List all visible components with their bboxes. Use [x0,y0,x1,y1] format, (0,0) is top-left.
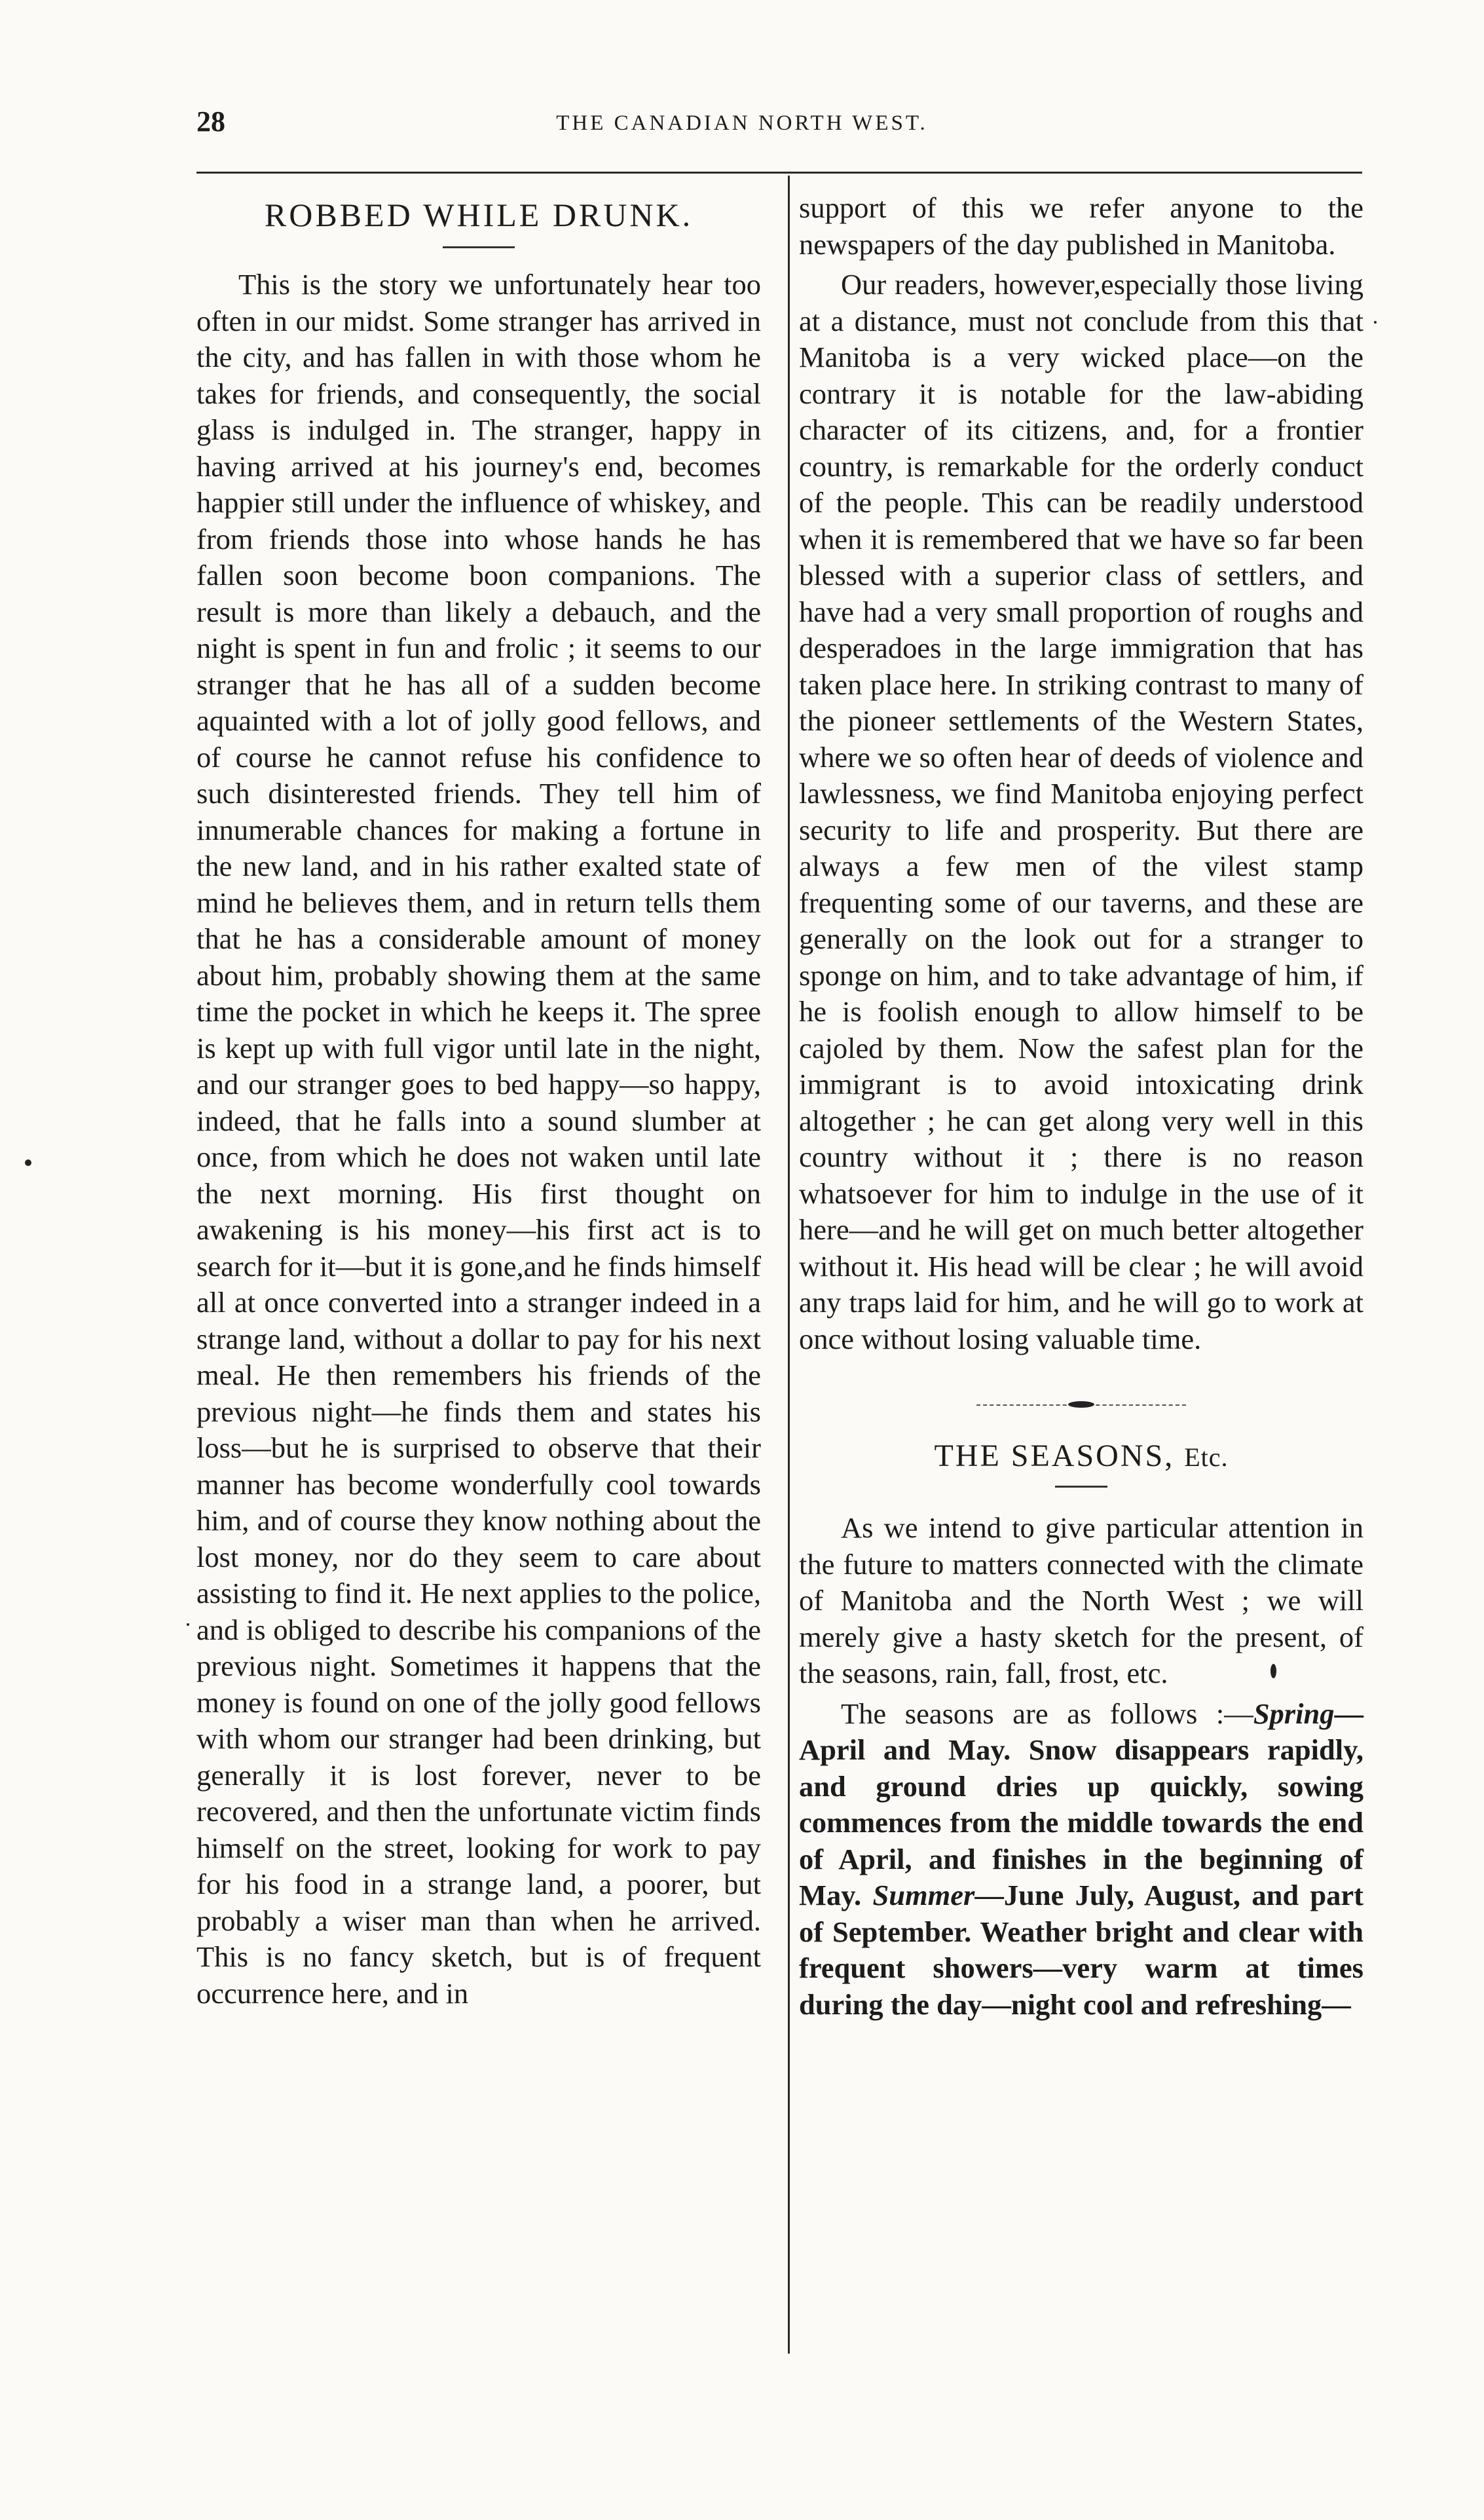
article-paragraph: As we intend to give particular attention in the future to matters connected with the climate of Manitoba and the North West ; we will merely give a hasty sketch for the present, of the seasons, rain, fall, frost, etc. [799,1511,1363,1689]
left-column [196,190,761,2012]
running-head: THE CANADIAN NORTH WEST. [556,111,928,135]
title-main: THE SEASONS, [934,1439,1175,1473]
title-suffix: Etc. [1184,1442,1229,1472]
title-rule [443,246,515,248]
speck [25,1159,31,1166]
title-rule [1055,1486,1107,1488]
spring-label: Spring [1253,1697,1335,1730]
summer-label: Summer [872,1879,975,1911]
right-column [799,190,1363,2023]
speck [187,1623,189,1626]
article-title-robbed-while-drunk: ROBBED WHILE DRUNK. [264,197,694,233]
article-paragraph-continued: support of this we refer anyone to the newspapers of the day published in Manitoba. [799,191,1363,261]
speck [1374,321,1377,324]
page-number: 28 [196,105,225,138]
column-rule [788,176,790,2354]
summer-text: —June July, August, and part of September. Weather bright and clear with frequent showers—very warm at times during the day—night cool and refreshing— [799,1879,1364,2021]
spring-text: —April and May. Snow disappears rapidly, and ground dries up quickly, sowing commences from the middle towards the end of April, and finishes in the beginning of May. [799,1697,1363,1911]
seasons-lead: The seasons are as follows :— [841,1697,1253,1730]
top-rule [196,172,1362,174]
speck [1271,1664,1276,1678]
article-title-the-seasons [799,1436,1363,1478]
article-paragraph-seasons [799,1696,1363,2023]
article-paragraph: Our readers, however,especially those living at a distance, must not conclude from this that Manitoba is a very wicked place—on the contrary it is notable for the law-abiding character of its citizens, and, for a frontier country, is remarkable for the orderly conduct of the people. This can be readily understood when it is remembered that we have so far been blessed with a superior class of settlers, and have had a very small proportion of roughs and desperadoes in the large immigration that has taken place here. In striking contrast to many of the pioneer settlements of the Western States, where we so often hear of deeds of violence and lawlessness, we find Manitoba enjoying perfect security to life and prosperity. But there are always a few men of the vilest stamp frequenting some of our taverns, and these are generally on the look out for a stranger to sponge on him, and to take advantage of him, if he is foolish enough to allow himself to be cajoled by them. Now the safest plan for the immigrant is to avoid intoxicating drink altogether ; he can get along very well in this country without it ; there is no reason whatsoever for him to indulge in the use of it here—and he will get on much better altogether without it. His head will be clear ; he will avoid any traps laid for him, and he will go to work at once without losing valuable time. [799,268,1363,1355]
section-divider-ornament [976,1401,1186,1410]
article-paragraph: This is the story we unfortunately hear too often in our midst. Some stranger has arrived in the city, and has fallen in with those whom he takes for friends, and consequently, the social glass is indulged in. The stranger, happy in having arrived at his journey's end, becomes happier still under the influence of whiskey, and from friends those into whose hands he has fallen soon become boon companions. The result is more than likely a debauch, and the night is spent in fun and frolic ; it seems to our stranger that he has all of a sudden become aquainted with a lot of jolly good fellows, and of course he cannot refuse his confidence to such disinterested friends. They tell him of innumerable chances for making a fortune in the new land, and in his rather exalted state of mind he believes them, and in return tells them that he has a considerable amount of money about him, probably showing them at the same time the pocket in which he keeps it. The spree is kept up with full vigor until late in the night, and our stranger goes to bed happy—so happy, indeed, that he falls into a sound slumber at once, from which he does not waken until late the next morning. His first thought on awakening is his money—his first act is to search for it—but it is gone,and he finds himself all at once converted into a stranger indeed in a strange land, without a dollar to pay for his next meal. He then remembers his friends of the previous night—he finds them and states his loss—but he is surprised to observe that their manner has become wonderfully cool towards him, and of course they know nothing about the lost money, nor do they seem to care about assisting to find it. He next applies to the police, and is obliged to describe his companions of the previous night. Sometimes it happens that the money is found on one of the jolly good fellows with whom our stranger had been drinking, but generally it is lost forever, never to be recovered, and then the unfortunate victim finds himself on the street, looking for work to pay for his food in a strange land, a poorer, but probably a wiser man than when he arrived. This is no fancy sketch, but is of frequent occurrence here, and in [196,268,761,2010]
